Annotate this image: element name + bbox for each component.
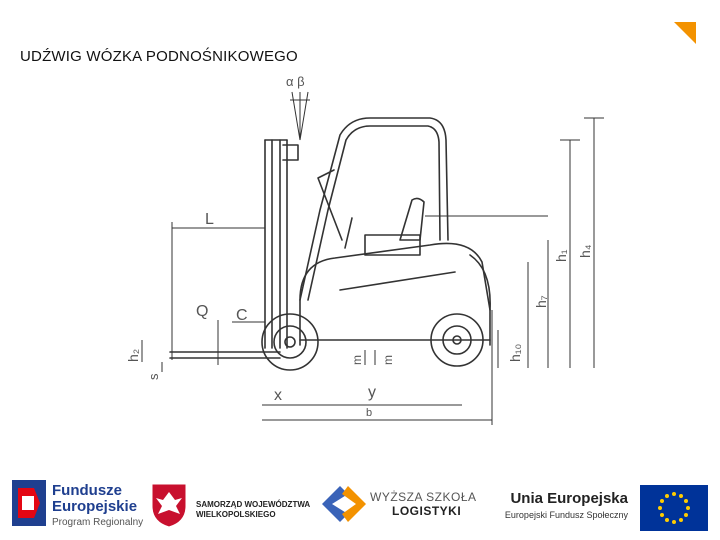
ue-text: Unia Europejska Europejski Fundusz Społeczny bbox=[504, 490, 628, 520]
overhead-guard bbox=[300, 118, 448, 300]
label-m2: m bbox=[381, 355, 395, 365]
label-m1: m bbox=[350, 355, 364, 365]
label-x: x bbox=[274, 387, 282, 404]
label-h7: h₇ bbox=[533, 295, 549, 308]
label-y: y bbox=[368, 384, 376, 401]
fe-text: Fundusze Europejskie Program Regionalny bbox=[52, 482, 144, 528]
label-Q: Q bbox=[196, 303, 209, 320]
label-h10: h₁₀ bbox=[507, 343, 523, 362]
label-L: L bbox=[205, 211, 214, 228]
seat bbox=[400, 198, 424, 240]
wielkopolska-crest-icon bbox=[150, 482, 188, 528]
label-h1: h₁ bbox=[553, 249, 569, 262]
wsl-text: WYŻSZA SZKOŁA LOGISTYKI bbox=[370, 490, 477, 518]
label-h2: h₂ bbox=[125, 348, 141, 362]
fundusze-europejskie-logo bbox=[12, 480, 46, 526]
mast bbox=[265, 140, 287, 348]
slide-title: UDŹWIG WÓZKA PODNOŚNIKOWEGO bbox=[20, 48, 298, 65]
truck-body bbox=[300, 243, 490, 345]
wsl-logo-icon bbox=[322, 484, 366, 524]
label-s: s bbox=[146, 373, 161, 380]
label-alpha-beta: α β bbox=[286, 74, 305, 89]
footer-logos bbox=[0, 470, 720, 540]
front-wheel bbox=[262, 314, 318, 370]
label-h4: h₄ bbox=[577, 244, 593, 258]
label-b: b bbox=[366, 407, 373, 419]
sw-text: SAMORZĄD WOJEWÓDZTWA WIELKOPOLSKIEGO bbox=[196, 500, 311, 519]
eu-flag-icon bbox=[640, 485, 708, 531]
label-C: C bbox=[236, 307, 248, 324]
